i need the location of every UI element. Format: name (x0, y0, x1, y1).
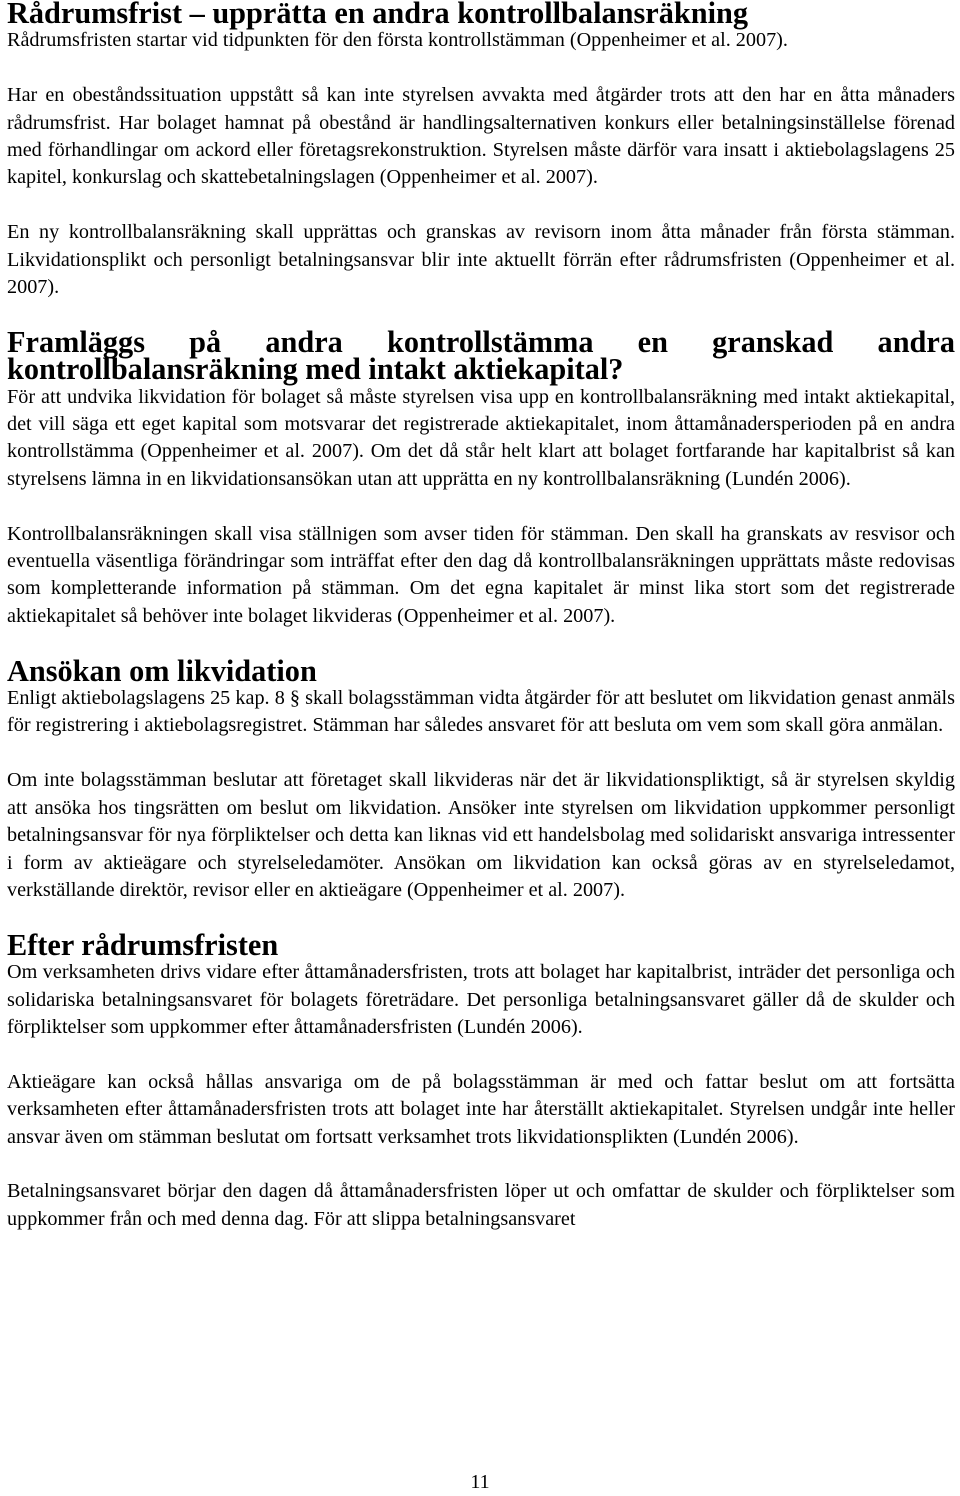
paragraph: Rådrumsfristen startar vid tidpunkten för den första kontrollstämman (Oppenheimer et al. 2007). (7, 29, 788, 52)
paragraph: Enligt aktiebolagslagens 25 kap. 8 § skall bolagsstämman vidta åtgärder för att beslutet om likvidation genast anmäls för registrering i aktiebolagsregistret. Stämman har således ansvaret för att besluta om vem som skall göra anmälan. (7, 687, 955, 737)
paragraph: En ny kontrollbalansräkning skall upprättas och granskas av revisorn inom åtta månader från första stämman. Likvidationsplikt och personligt betalningsansvar blir inte aktuellt förrän efter rådrumsfristen (Oppenheimer et al. 2007). (7, 221, 955, 299)
paragraph: Betalningsansvaret börjar den dagen då åttamånadersfristen löper ut och omfattar de skulder och förpliktelser som uppkommer från och med denna dag. För att slippa betalningsansvaret (7, 1180, 955, 1230)
section-heading: Framläggs på andra kontrollstämma en granskad andra kontrollbalansräkning med intakt aktiekapital? (7, 324, 955, 387)
section-heading: Rådrumsfrist – upprätta en andra kontrollbalansräkning (7, 0, 749, 30)
section-heading: Ansökan om likvidation (7, 653, 317, 688)
paragraph: Kontrollbalansräkningen skall visa ställnigen som avser tiden för stämman. Den skall ha granskats av resvisor och eventuella väsentliga förändringar som inträffat efter den dag då kontrollbalansräkningen upprättats måste redovisas som kompletterande information på stämman. Om det egna kapitalet är minst lika stort som det registrerade aktiekapitalet så behöver inte bolaget likvideras (Oppenheimer et al. 2007). (7, 522, 955, 627)
paragraph: Om verksamheten drivs vidare efter åttamånadersfristen, trots att bolaget har kapitalbrist, inträder det personliga och solidariska betalningsansvaret för bolagets företrädare. Det personliga betalningsansvaret gäller då de skulder och förpliktelser som uppkommer efter åttamånadersfristen (Lundén 2006). (7, 961, 955, 1038)
paragraph: Om inte bolagsstämman beslutar att företaget skall likvideras när det är likvidationspliktigt, så är styrelsen skyldig att ansöka hos tingsrätten om beslut om likvidation. Ansöker inte styrelsen om likvidation uppkommer personligt betalningsansvar för nya förpliktelser och detta kan liknas vid ett handelsbolag med solidariskt ansvariga intressenter i form av aktieägare och styrelseledamöter. Ansökan om likvidation kan också göras av en styrelseledamot, verkställande direktör, revisor eller en aktieägare (Oppenheimer et al. 2007). (7, 769, 955, 901)
page-number: 11 (470, 1471, 490, 1493)
document-body (7, 0, 955, 1233)
section-heading: Efter rådrumsfristen (7, 927, 279, 962)
paragraph: För att undvika likvidation för bolaget så måste styrelsen visa upp en kontrollbalansräkning med intakt aktiekapital, det vill säga ett eget kapital som motsvarar det registrerade aktiekapitalet, inom åttamånadersperioden på en andra kontrollstämma (Oppenheimer et al. 2007). Om det då står helt klart att bolaget fortfarande har kapitalbrist så kan styrelsens lämna in en likvidationsansökan utan att upprätta en ny kontrollbalansräkning (Lundén 2006). (7, 385, 955, 490)
paragraph: Har en obeståndssituation uppstått så kan inte styrelsen avvakta med åtgärder trots att den har en åtta månaders rådrumsfrist. Har bolaget hamnat på obestånd är handlingsalternativen konkurs eller betalningsinställelse förenad med förhandlingar om ackord eller företagsrekonstruktion. Styrelsen måste därför vara insatt i aktiebolagslagens 25 kapitel, konkurslag och skattebetalningslagen (Oppenheimer et al. 2007). (7, 84, 955, 189)
paragraph: Aktieägare kan också hållas ansvariga om de på bolagsstämman är med och fattar beslut om att fortsätta verksamheten efter åttamånadersfristen trots att bolaget inte har återställt aktiekapitalet. Styrelsen undgår inte heller ansvar även om stämman beslutat om fortsatt verksamhet trots likvidationsplikten (Lundén 2006). (7, 1070, 955, 1148)
